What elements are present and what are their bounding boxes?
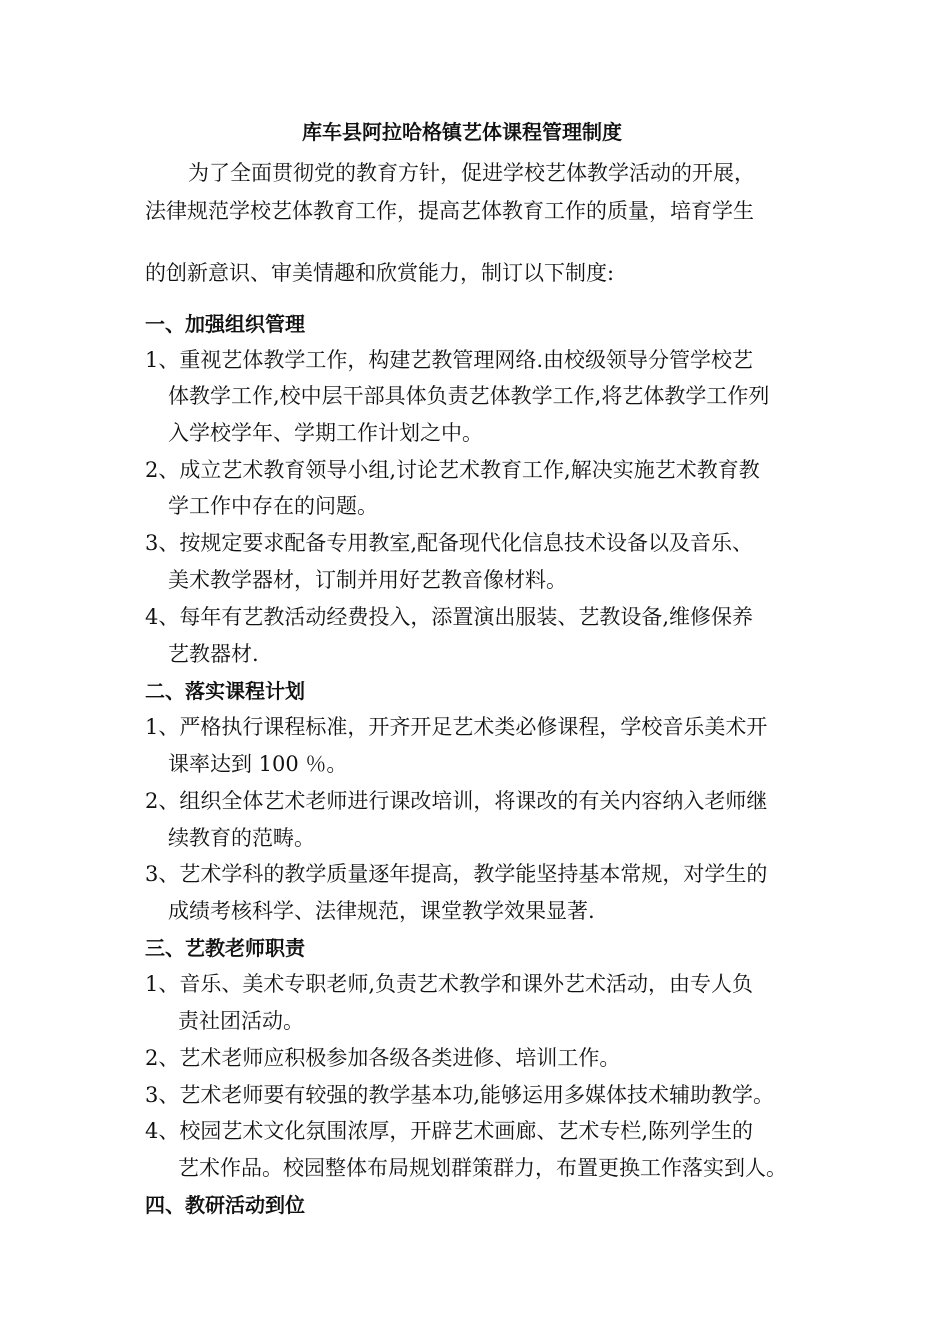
list-item-line: 2、成立艺术教育领导小组,讨论艺术教育工作,解决实施艺术教育教 (145, 458, 760, 482)
intro-line: 为了全面贯彻党的教育方针，促进学校艺体教学活动的开展， (188, 161, 755, 185)
list-item-line: 3、艺术老师要有较强的教学基本功,能够运用多媒体技术辅助教学。 (145, 1083, 775, 1107)
list-item-line: 2、组织全体艺术老师进行课改培训，将课改的有关内容纳入老师继 (145, 789, 768, 813)
list-item-line: 成绩考核科学、法律规范，课堂教学效果显著. (168, 899, 595, 923)
document-title: 库车县阿拉哈格镇艺体课程管理制度 (302, 120, 622, 144)
section-heading: 一、加强组织管理 (145, 312, 305, 336)
intro-line: 法律规范学校艺体教育工作，提高艺体教育工作的质量，培育学生 (145, 199, 754, 223)
list-item-line: 2、艺术老师应积极参加各级各类进修、培训工作。 (145, 1046, 621, 1070)
list-item-line: 1、音乐、美术专职老师,负责艺术教学和课外艺术活动，由专人负 (145, 972, 754, 996)
section-heading: 三、艺教老师职责 (145, 936, 305, 960)
list-item-line: 4、每年有艺教活动经费投入，添置演出服装、艺教设备,维修保养 (145, 605, 754, 629)
list-item-line: 学工作中存在的问题。 (168, 494, 378, 518)
list-item-line: 入学校学年、学期工作计划之中。 (168, 421, 483, 445)
list-item-line: 3、按规定要求配备专用教室,配备现代化信息技术设备以及音乐、 (145, 531, 754, 555)
section-heading: 二、落实课程计划 (145, 679, 305, 703)
list-item-line: 续教育的范畴。 (168, 826, 315, 850)
list-item-line: 体教学工作,校中层干部具体负责艺体教学工作,将艺体教学工作列 (168, 384, 770, 408)
list-item-line: 4、校园艺术文化氛围浓厚，开辟艺术画廊、艺术专栏,陈列学生的 (145, 1119, 754, 1143)
list-item-line: 美术教学器材，订制并用好艺教音像材料。 (168, 568, 567, 592)
list-item-line: 3、艺术学科的教学质量逐年提高，教学能坚持基本常规，对学生的 (145, 862, 768, 886)
list-item-line: 1、严格执行课程标准，开齐开足艺术类必修课程，学校音乐美术开 (145, 715, 768, 739)
list-item-line: 艺教器材. (168, 642, 259, 666)
list-item-line: 艺术作品。校园整体布局规划群策群力，布置更换工作落实到人。 (178, 1156, 787, 1180)
section-heading: 四、教研活动到位 (145, 1193, 305, 1217)
list-item-line: 课率达到 100 ％。 (168, 752, 348, 776)
intro-line: 的创新意识、审美情趣和欣赏能力，制订以下制度: (145, 261, 615, 285)
list-item-line: 1、重视艺体教学工作，构建艺教管理网络.由校级领导分管学校艺 (145, 348, 754, 372)
list-item-line: 责社团活动。 (178, 1009, 304, 1033)
